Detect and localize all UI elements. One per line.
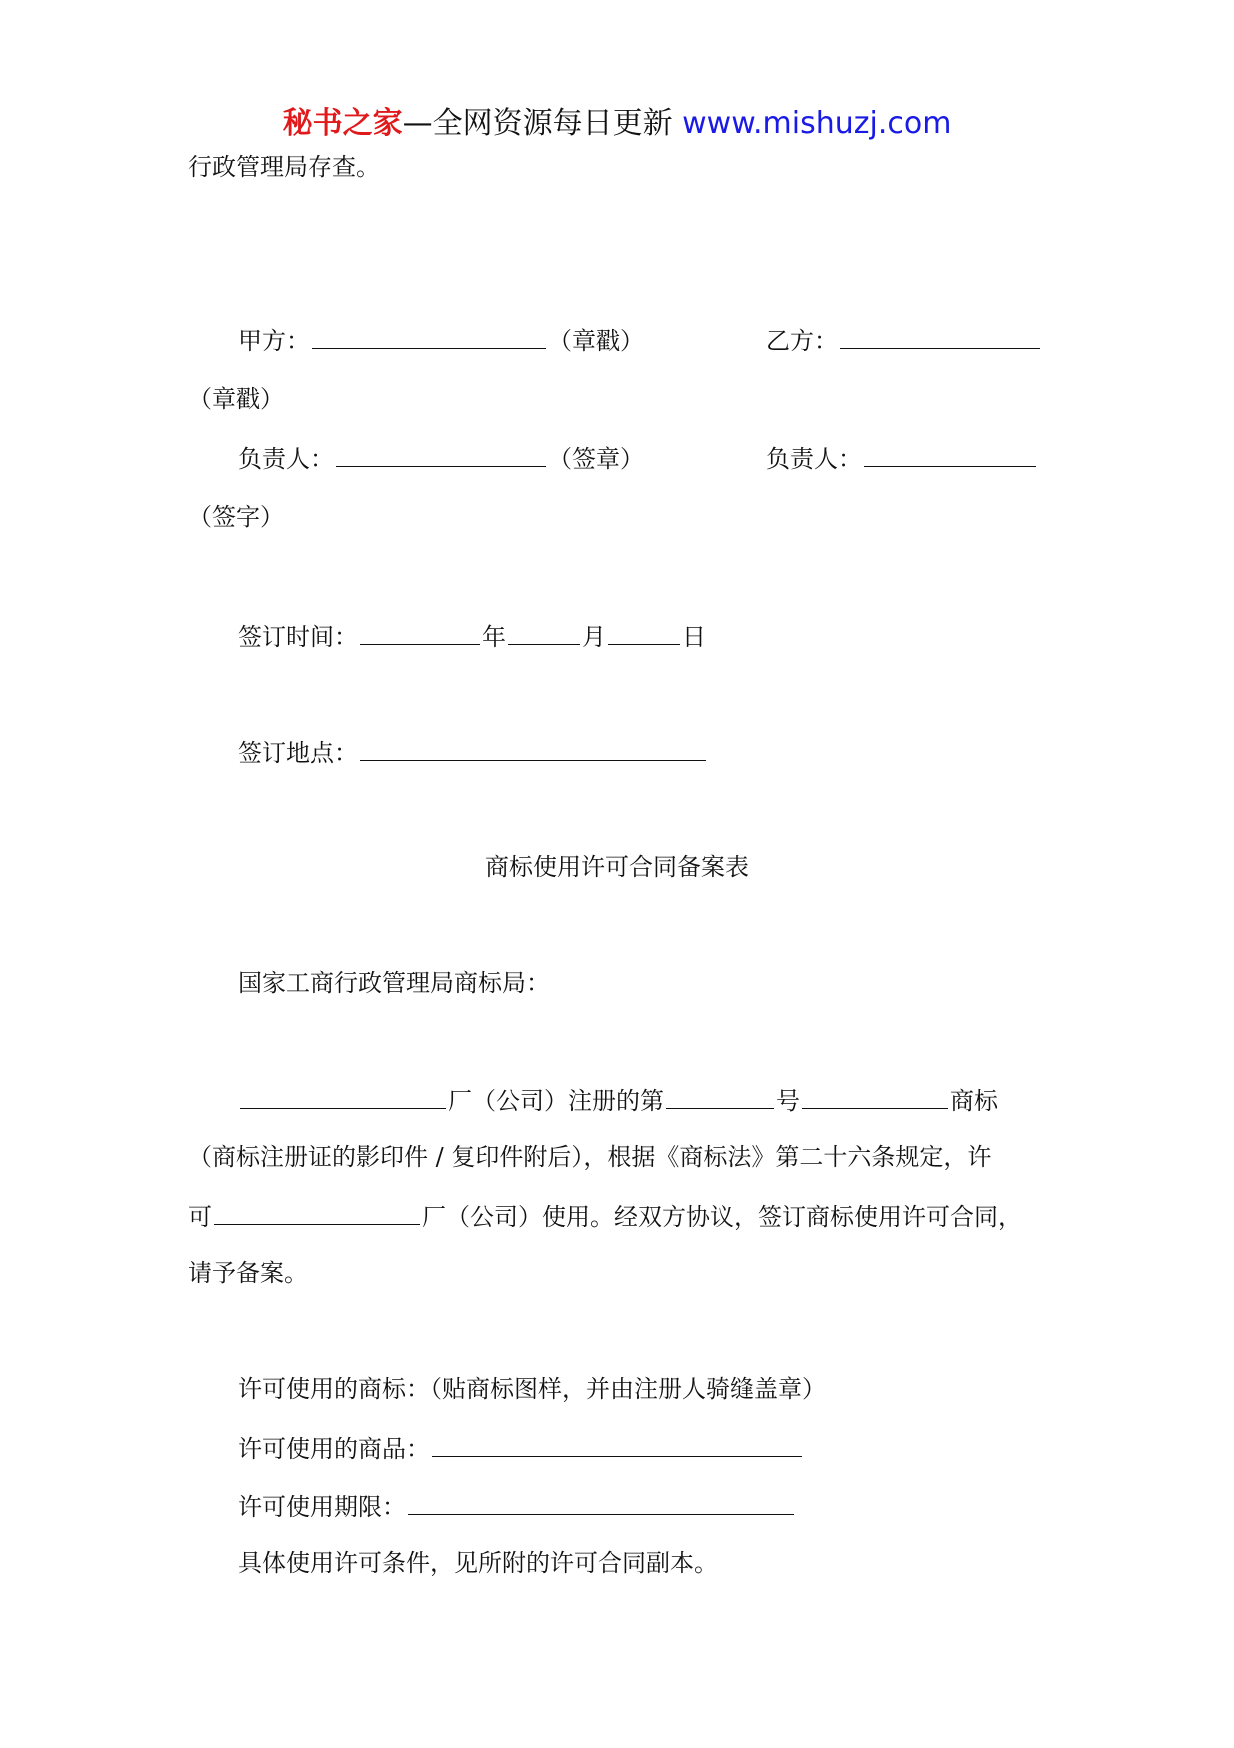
- signing-time-line: [238, 618, 706, 654]
- para1-text-3: 商标: [950, 1087, 998, 1115]
- party-b-blank: [840, 322, 1040, 349]
- para1-text-2: 号: [776, 1087, 800, 1115]
- signing-place-label: 签订地点：: [238, 739, 358, 767]
- party-b-line: [766, 322, 1042, 358]
- licensor-company-blank: [240, 1082, 446, 1109]
- licensed-mark-line: 许可使用的商标：（贴商标图样，并由注册人骑缝盖章）: [238, 1375, 826, 1403]
- para3-prefix: 可: [188, 1203, 212, 1231]
- principal-a-line: [238, 440, 644, 476]
- site-header: [0, 104, 1234, 144]
- principal-a-sign-label: （签章）: [548, 445, 644, 473]
- site-slogan: —全网资源每日更新: [402, 106, 683, 141]
- trademark-name-blank: [802, 1082, 948, 1109]
- form-title: 商标使用许可合同备案表: [485, 853, 749, 881]
- carryover-text: 行政管理局存查。: [188, 153, 380, 181]
- signing-day-label: 日: [682, 623, 706, 651]
- principal-b-blank: [864, 440, 1036, 467]
- party-a-label: 甲方：: [238, 327, 310, 355]
- form-paragraph-line-3: [188, 1198, 1022, 1234]
- signing-day-blank: [608, 618, 680, 645]
- party-a-blank: [312, 322, 546, 349]
- addressee: 国家工商行政管理局商标局：: [238, 969, 550, 997]
- signing-place-blank: [360, 734, 706, 761]
- licensed-goods-label: 许可使用的商品：: [238, 1435, 430, 1463]
- licensed-period-blank: [408, 1488, 794, 1515]
- principal-a-blank: [336, 440, 546, 467]
- licensee-company-blank: [214, 1198, 420, 1225]
- signing-year-blank: [360, 618, 480, 645]
- party-a-line: [238, 322, 644, 358]
- signing-month-blank: [508, 618, 580, 645]
- form-paragraph-line-1: [238, 1082, 998, 1118]
- signing-time-label: 签订时间：: [238, 623, 358, 651]
- licensed-period-label: 许可使用期限：: [238, 1493, 406, 1521]
- licensed-goods-blank: [432, 1430, 802, 1457]
- licensed-goods-line: [238, 1430, 804, 1466]
- principal-b-sign-label: （签字）: [188, 503, 284, 531]
- para1-text-1: 厂（公司）注册的第: [448, 1087, 664, 1115]
- signing-place-line: [238, 734, 708, 770]
- conditions-line: 具体使用许可条件，见所附的许可合同副本。: [238, 1549, 718, 1577]
- party-b-seal-label: （章戳）: [188, 385, 284, 413]
- form-paragraph-line-2: （商标注册证的影印件 / 复印件附后），根据《商标法》第二十六条规定，许: [188, 1143, 992, 1171]
- principal-b-line: [766, 440, 1038, 476]
- registration-number-blank: [666, 1082, 774, 1109]
- party-b-label: 乙方：: [766, 327, 838, 355]
- para3-suffix: 厂（公司）使用。经双方协议，签订商标使用许可合同，: [422, 1203, 1022, 1231]
- party-a-seal-label: （章戳）: [548, 327, 644, 355]
- signing-year-label: 年: [482, 623, 506, 651]
- site-brand: 秘书之家: [282, 106, 403, 141]
- principal-b-label: 负责人：: [766, 445, 862, 473]
- licensed-period-line: [238, 1488, 796, 1524]
- principal-a-label: 负责人：: [238, 445, 334, 473]
- site-url-link[interactable]: www.mishuzj.com: [682, 106, 952, 141]
- signing-month-label: 月: [582, 623, 606, 651]
- form-paragraph-line-4: 请予备案。: [188, 1259, 308, 1287]
